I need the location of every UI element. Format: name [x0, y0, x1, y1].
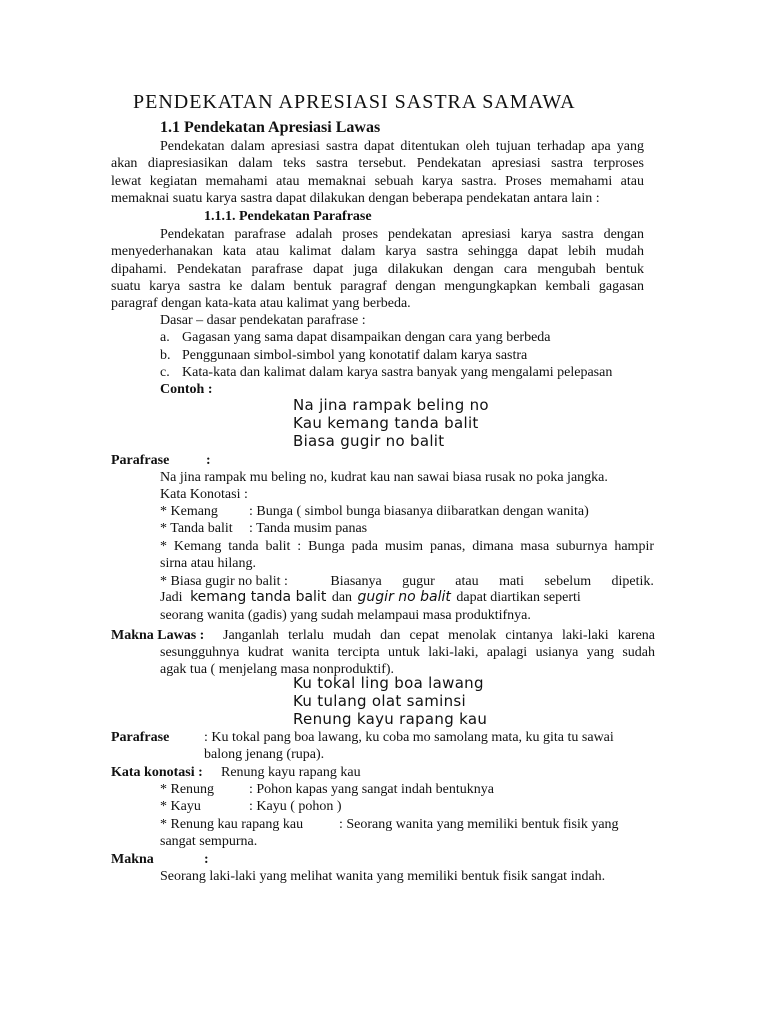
document-title: PENDEKATAN APRESIASI SASTRA SAMAWA: [133, 91, 576, 113]
para1-line-3: lewat kegiatan memahami atau memaknai sebuah karya sastra. Proses memahami atau: [111, 174, 644, 189]
list-marker: c.: [160, 365, 170, 380]
konotasi-term: * Renung kau rapang kau: [160, 817, 304, 832]
konotasi-term: * Tanda balit: [160, 521, 233, 536]
makna-colon: :: [204, 852, 209, 867]
konotasi-term: * Kayu: [160, 799, 201, 814]
list-item: Penggunaan simbol-simbol yang konotatif dalam karya sastra: [182, 348, 528, 363]
makna-lawas-line-1: Janganlah terlalu mudah dan cepat menolak cintanya laki-laki karena: [223, 628, 655, 643]
parafrase1-label: Parafrase: [111, 453, 170, 468]
makna-lawas-line-2: sesungguhnya kudrat wanita tercipta untuk laki-laki, apalagi usianya yang sudah: [160, 645, 655, 660]
parafrase2-line-1: : Ku tokal pang boa lawang, ku coba mo samolang mata, ku gita tu sawai: [204, 730, 614, 745]
konotasi-meaning: : Pohon kapas yang sangat indah bentuknya: [249, 782, 494, 797]
section-heading-1-1: 1.1 Pendekatan Apresiasi Lawas: [160, 119, 381, 136]
poem1-line-3: Biasa gugir no balit: [293, 432, 445, 450]
parafrase1-text: Na jina rampak mu beling no, kudrat kau nan sawai biasa rusak no poka jangka.: [160, 470, 608, 485]
makna-lawas-label: Makna Lawas :: [111, 628, 205, 643]
para2-line-1: Pendekatan parafrase adalah proses pendekatan apresiasi karya sastra dengan: [160, 227, 644, 242]
poem2-line-3: Renung kayu rapang kau: [293, 710, 488, 728]
section-heading-1-1-1: 1.1.1. Pendekatan Parafrase: [204, 209, 372, 224]
list-item: Kata-kata dan kalimat dalam karya sastra banyak yang mengalami pelepasan: [182, 365, 613, 380]
list-marker: b.: [160, 348, 171, 363]
jadi-line-2: seorang wanita (gadis) yang sudah melampaui masa produktifnya.: [160, 608, 531, 623]
poem1-line-2: Kau kemang tanda balit: [293, 414, 479, 432]
list-item: Gagasan yang sama dapat disampaikan dengan cara yang berbeda: [182, 330, 551, 345]
contoh-label: Contoh :: [160, 382, 213, 397]
konotasi1-line-4: * Biasa gugir no balit : Biasanya gugur atau mati sebelum dipetik.: [160, 574, 654, 589]
para2-line-3: dipahami. Pendekatan parafrase dapat juga dilakukan dengan cara mengubah bentuk: [111, 262, 644, 277]
para2-line-5: paragraf dengan kata-kata atau kalimat yang berbeda.: [111, 296, 411, 311]
konotasi1-line-3b: sirna atau hilang.: [160, 556, 257, 571]
list-marker: a.: [160, 330, 170, 345]
para1-line-1: Pendekatan dalam apresiasi sastra dapat ditentukan oleh tujuan terhadap apa yang: [160, 139, 644, 154]
konotasi-term: * Kemang: [160, 504, 218, 519]
konotasi-meaning: : Kayu ( pohon ): [249, 799, 342, 814]
kata-konotasi2-value: Renung kayu rapang kau: [221, 765, 361, 780]
poem2-line-1: Ku tokal ling boa lawang: [293, 674, 484, 692]
kata-konotasi2-label: Kata konotasi :: [111, 765, 203, 780]
kata-konotasi-label: Kata Konotasi :: [160, 487, 248, 502]
para1-line-2: akan diapresiasikan dalam teks sastra tersebut. Pendekatan apresiasi sastra terproses: [111, 156, 644, 171]
konotasi1-line-3: * Kemang tanda balit : Bunga pada musim panas, dimana masa suburnya hampir: [160, 539, 654, 554]
para1-line-4: memaknai suatu karya sastra dapat dilakukan dengan beberapa pendekatan antara lain :: [111, 191, 600, 206]
konotasi-meaning: : Bunga ( simbol bunga biasanya diibaratkan dengan wanita): [249, 504, 589, 519]
konotasi-meaning: : Tanda musim panas: [249, 521, 368, 536]
makna-text: Seorang laki-laki yang melihat wanita yang memiliki bentuk fisik sangat indah.: [160, 869, 606, 884]
makna-lawas-line-3: agak tua ( menjelang masa nonproduktif).: [160, 662, 395, 677]
para2-line-2: menyederhanakan kata atau kalimat dalam karya sastra sehingga dapat lebih mudah: [111, 244, 644, 259]
konotasi-term: * Renung: [160, 782, 215, 797]
poem2-line-2: Ku tulang olat saminsi: [293, 692, 466, 710]
dasar-heading: Dasar – dasar pendekatan parafrase :: [160, 313, 366, 328]
poem1-line-1: Na jina rampak beling no: [293, 396, 489, 414]
makna-label: Makna: [111, 852, 154, 867]
parafrase2-line-2: balong jenang (rupa).: [204, 747, 325, 762]
jadi-line: Jadi kemang tanda balit dan gugir no balit dapat diartikan seperti: [160, 589, 581, 605]
parafrase1-colon: :: [206, 453, 211, 468]
para2-line-4: suatu karya sastra ke dalam bentuk paragraf dengan mengungkapkan kembali gagasan: [111, 279, 644, 294]
parafrase2-label: Parafrase: [111, 730, 170, 745]
konotasi2-line-3b: sangat sempurna.: [160, 834, 258, 849]
konotasi-meaning: : Seorang wanita yang memiliki bentuk fisik yang: [339, 817, 619, 832]
